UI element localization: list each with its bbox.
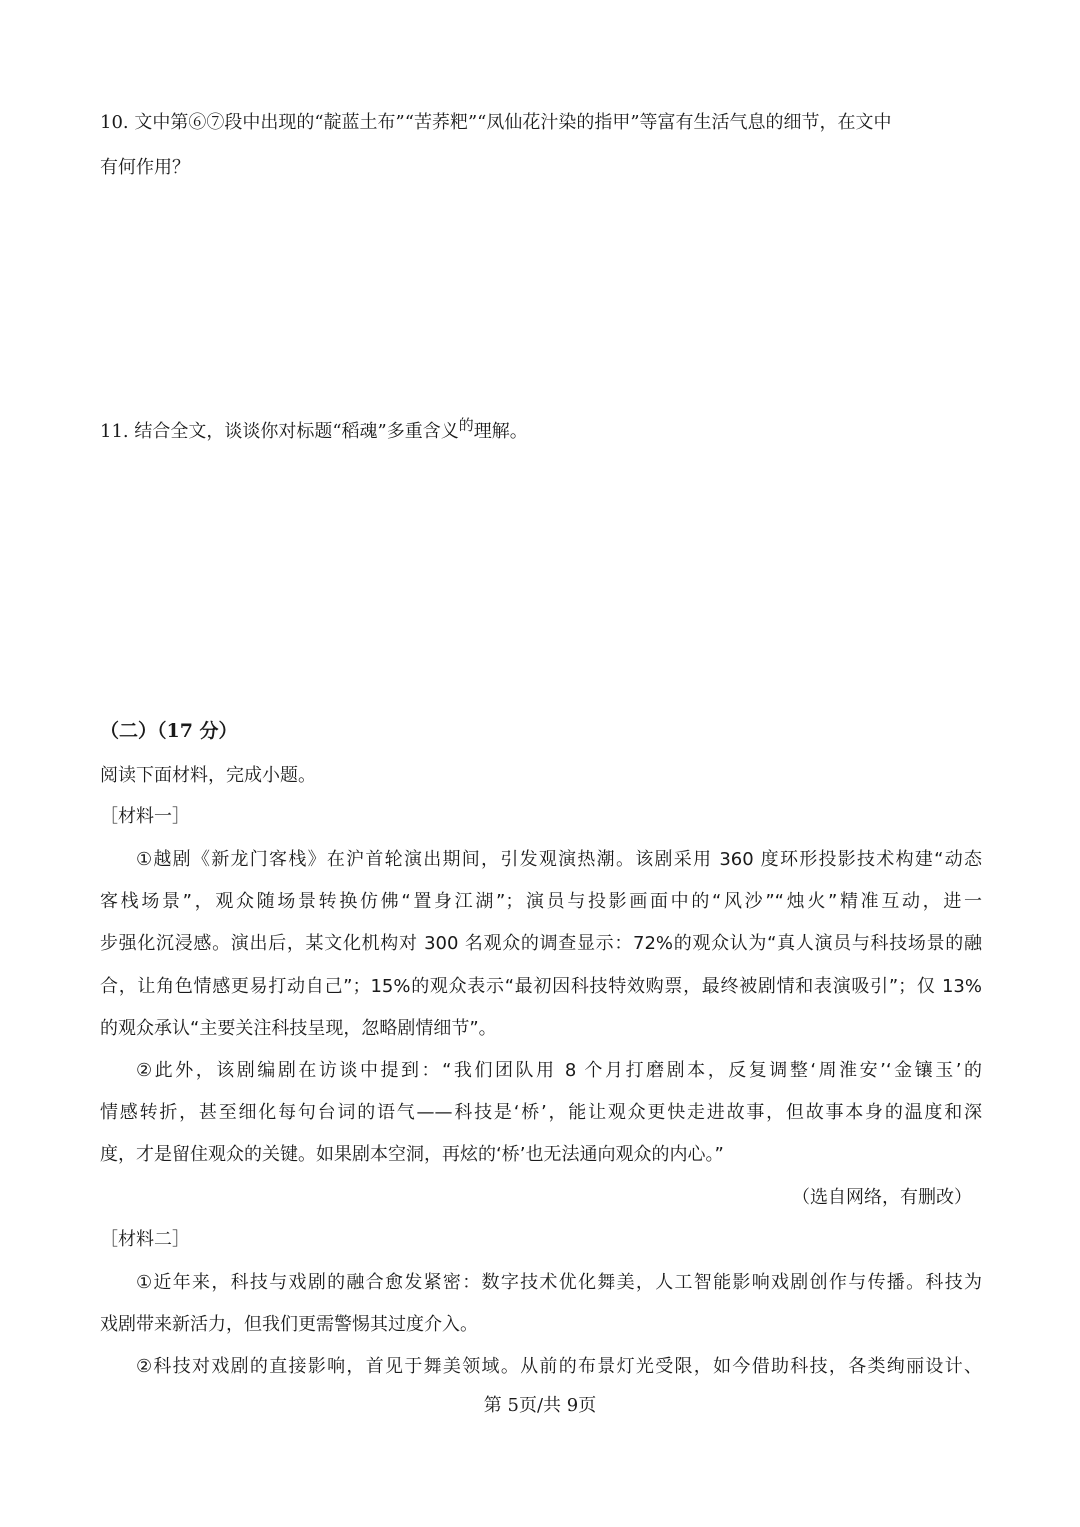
material-1-paragraph-2-line: ②此外，该剧编剧在访谈中提到：“我们团队用 8 个月打磨剧本，反复调整‘周淮安’‘金镶玉’的 [136, 1060, 982, 1081]
material-2-paragraph-1-line: ①近年来，科技与戏剧的融合愈发紧密：数字技术优化舞美，人工智能影响戏剧创作与传播。科技为 [136, 1272, 982, 1293]
material-1-paragraph-1-line: ①越剧《新龙门客栈》在沪首轮演出期间，引发观演热潮。该剧采用 360 度环形投影技术构建“动态 [136, 849, 982, 870]
question-10-line-2: 有何作用？ [100, 157, 190, 178]
question-11-text: 11. 结合全文，谈谈你对标题“稻魂”多重含义 [100, 421, 459, 442]
material-1-source: （选自网络，有删改） [792, 1187, 972, 1208]
material-1-paragraph-1-line: 步强化沉浸感。演出后，某文化机构对 300 名观众的调查显示：72%的观众认为“真人演员与科技场景的融 [100, 933, 982, 954]
question-11-raised-char: 的 [458, 416, 474, 434]
material-2-label: ［材料二］ [100, 1229, 190, 1250]
material-2-paragraph-2-line: ②科技对戏剧的直接影响，首见于舞美领域。从前的布景灯光受限，如今借助科技，各类绚丽设计、 [136, 1356, 982, 1377]
material-1-paragraph-2-line: 情感转折，甚至细化每句台词的语气——科技是‘桥’，能让观众更快走进故事，但故事本身的温度和深 [100, 1102, 982, 1123]
question-11-text-end: 理解。 [473, 421, 528, 442]
material-2-paragraph-1-line: 戏剧带来新活力，但我们更需警惕其过度介入。 [100, 1314, 478, 1335]
page-number: 第 5页/共 9页 [483, 1395, 597, 1416]
question-10-line-1: 10. 文中第⑥⑦段中出现的“靛蓝土布”“苦荞粑”“凤仙花汁染的指甲”等富有生活气息的细节，在文中 [100, 112, 892, 133]
section-instruction: 阅读下面材料，完成小题。 [100, 765, 316, 786]
material-1-label: ［材料一］ [100, 806, 190, 827]
question-11 [100, 416, 528, 444]
section-heading: （二）（17 分） [100, 720, 238, 742]
material-1-paragraph-1-line: 客栈场景”，观众随场景转换仿佛“置身江湖”；演员与投影画面中的“风沙”“烛火”精准互动，进一 [100, 891, 982, 912]
material-1-paragraph-1-line: 的观众承认“主要关注科技呈现，忽略剧情细节”。 [100, 1018, 497, 1039]
material-1-paragraph-1-line: 合，让角色情感更易打动自己”；15%的观众表示“最初因科技特效购票，最终被剧情和表演吸引”；仅 13% [100, 976, 982, 997]
material-1-paragraph-2-line: 度，才是留住观众的关键。如果剧本空洞，再炫的‘桥’也无法通向观众的内心。” [100, 1144, 724, 1165]
